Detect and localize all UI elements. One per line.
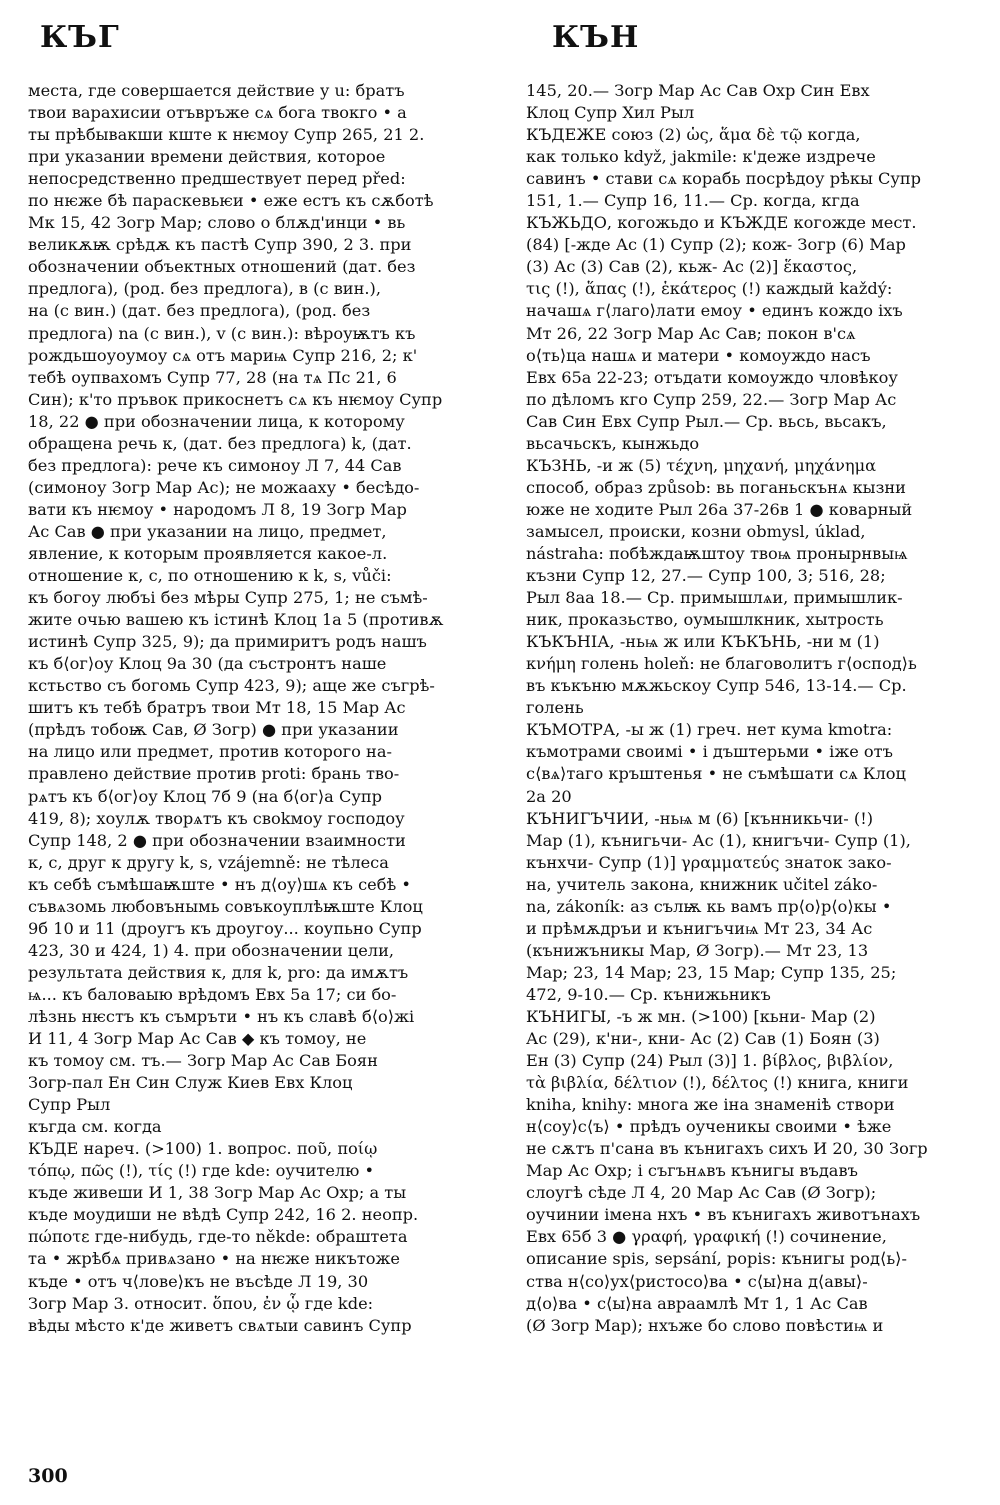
text-line: къзни Супр 12, 27.— Супр 100, 3; 516, 28; <box>526 566 886 586</box>
text-line: 145, 20.— Зогр Мар Ас Сав Охр Син Евх <box>526 81 870 100</box>
text-line: юже не ходите Рыл 26а 37-26в 1 ● коварный <box>526 499 913 519</box>
text-line: Зогр Мар 3. относит. ὅπου, ἐν ᾧ где kde: <box>28 1293 374 1313</box>
text-line: твои варахисии отъвръже сѧ бога твокго • а <box>28 103 407 123</box>
text-line: Сав Син Евх Супр Рыл.— Ср. вьсь, вьсакъ, <box>526 411 887 431</box>
text-line: отношение к, с, по отношению к k, s, vůči: <box>28 566 392 586</box>
text-line: обозначении объектных отношений (дат. без <box>28 257 416 277</box>
text-line: къ себѣ съмѣшаѭште • нъ д⟨оу⟩шѧ къ себѣ • <box>28 874 411 894</box>
text-line: по дѣломъ кго Супр 259, 22.— Зогр Мар Ас <box>526 389 897 409</box>
text-line: КЪМОТРА, -ы ж (1) греч. нет кума kmotra: <box>526 720 893 740</box>
text-line: πώποτε где-нибудь, где-то někde: обраштета <box>28 1227 408 1247</box>
text-line: кстьство съ богомь Супр 423, 9); аще же съгрѣ- <box>28 676 435 696</box>
text-line: ѩ... къ баловаыю врѣдомъ Евх 5а 17; си бо- <box>28 984 397 1004</box>
left-header-word: КЪГ <box>40 20 120 55</box>
text-line: на лицо или предмет, против которого на- <box>28 742 392 762</box>
text-line: (Ø Зогр Мар); нхъже бо слово повѣстиѩ и <box>526 1315 884 1335</box>
text-line: κνήμη голень holeň: не благоволитъ г⟨оспод⟩ь <box>526 654 917 674</box>
text-line: тебѣ оупвахомъ Супр 77, 28 (на тѧ Пс 21, 6 <box>28 367 397 387</box>
text-line: рождьшоуоумоу сѧ отъ мариѩ Супр 216, 2; к' <box>28 345 418 365</box>
text-line: вьсачьскъ, кынжьдо <box>526 433 700 453</box>
text-line: замысел, происки, козни obmysl, úklad, <box>526 521 866 541</box>
text-line: съвѧзомь любовънымь совъкоуплѣѭште Клоц <box>28 896 423 916</box>
text-line: та • жрѣбѧ привѧзано • на нѥже никътоже <box>28 1249 401 1269</box>
text-line: τόπῳ, πῶς (!), τίς (!) где kde: оучителю • <box>28 1161 374 1181</box>
text-line: жите очью вашею къ істинѣ Клоц 1а 5 (противѫ <box>28 610 444 630</box>
text-line: 151, 1.— Супр 16, 11.— Ср. когда, кгда <box>526 191 860 211</box>
text-line: истинѣ Супр 325, 9); да примиритъ родъ нашъ <box>28 632 427 652</box>
text-line: 472, 9-10.— Ср. кънижьникъ <box>526 984 771 1004</box>
text-line: къде • отъ ч⟨лове⟩къ не въсѣде Л 19, 30 <box>28 1271 369 1291</box>
text-line: описание spis, sepsání, popis: кънигы род⟨ь⟩- <box>526 1249 907 1269</box>
text-line: как только když, jakmile: к'деже издрече <box>526 147 876 167</box>
text-line: КЪНИГЫ, -ъ ж мн. (>100) [кьни- Мар (2) <box>526 1006 876 1026</box>
text-line: ты прѣбывакши кште к нѥмоу Супр 265, 21 2. <box>28 125 425 145</box>
text-line: шитъ къ тебѣ братръ твои Мт 18, 15 Мар Ас <box>28 698 406 718</box>
page-number: 300 <box>28 1465 68 1487</box>
text-line: на, учитель закона, книжник učitel záko- <box>526 874 878 894</box>
text-line: Мк 15, 42 Зогр Мар; слово о блѫд'инци • вь <box>28 213 406 233</box>
text-line: Клоц Супр Хил Рыл <box>526 103 695 123</box>
text-line: Мт 26, 22 Зогр Мар Ас Сав; покон в'сѧ <box>526 323 856 343</box>
text-line: въ къкъню мѫжьскоу Супр 546, 13-14.— Ср. <box>526 676 907 696</box>
text-line: (симоноу Зогр Мар Ас); не можааху • бесѣдо- <box>28 477 420 497</box>
text-line: Син); к'то пръвок прикоснетъ сѧ къ нѥмоу Супр <box>28 389 443 409</box>
text-line: вати къ нѥмоу • народомъ Л 8, 19 Зогр Мар <box>28 499 407 519</box>
text-line: КЪЗНЬ, -и ж (5) τέχνη, μηχανή, μηχάνημα <box>526 455 877 475</box>
text-line: къ богоу любъі без мѣры Супр 275, 1; не съмѣ- <box>28 588 428 608</box>
text-line: Супр Рыл <box>28 1095 111 1115</box>
text-line: явление, к которым проявляется какое-л. <box>28 543 388 563</box>
text-line: голень <box>526 698 584 718</box>
text-line: КЪЖЬДО, когожьдо и КЪЖДЕ когожде мест. <box>526 213 917 233</box>
text-line: къде живеши И 1, 38 Зогр Мар Ас Охр; а ты <box>28 1183 407 1203</box>
text-line: КЪДЕЖЕ союз (2) ὡς, ἅμα δὲ τῷ когда, <box>526 125 861 145</box>
text-line: къ томоу см. тъ.— Зогр Мар Ас Сав Боян <box>28 1051 378 1071</box>
text-line: КЪНИГЪЧИИ, -ньѩ м (6) [кънникьчи- (!) <box>526 808 874 828</box>
text-line: места, где совершается действие у u: братъ <box>28 81 405 100</box>
text-line: на (с вин.) (дат. без предлога), (род. без <box>28 301 371 321</box>
text-line: предлога) na (с вин.), v (с вин.): вѣроуѭтъ къ <box>28 323 416 343</box>
text-line: результата действия к, для k, pro: да имѫтъ <box>28 962 409 982</box>
text-line: КЪДЕ нареч. (>100) 1. вопрос. ποῦ, ποίῳ <box>28 1139 378 1159</box>
text-line: къде моудиши не вѣдѣ Супр 242, 16 2. неопр. <box>28 1205 419 1225</box>
text-line: КЪКЪНІА, -ньѩ ж или КЪКЪНЬ, -ни м (1) <box>526 632 880 652</box>
text-line: Мар (1), кънигьчи- Ас (1), книгъчи- Супр (1), <box>526 830 911 850</box>
text-line: Супр 148, 2 ● при обозначении взаимности <box>28 830 406 850</box>
text-line: оучинии імена нхъ • въ кънигахъ животънахъ <box>526 1205 921 1225</box>
text-line: И 11, 4 Зогр Мар Ас Сав ◆ къ томоу, не <box>28 1029 367 1049</box>
text-line: непосредственно предшествует перед před: <box>28 169 406 189</box>
text-line: начашѧ г⟨лаго⟩лати емоу • единъ кождо іхъ <box>526 301 903 321</box>
text-line: великѫѭ срѣдѫ къ пастѣ Супр 390, 2 3. при <box>28 235 412 255</box>
text-line: при указании времени действия, которое <box>28 147 386 167</box>
text-line: и прѣмѫдръи и кънигъчиѩ Мт 23, 34 Ас <box>526 918 873 938</box>
text-line: с⟨вѧ⟩таго кръштенья • не съмѣшати сѧ Клоц <box>526 764 906 784</box>
text-line: Рыл 8аа 18.— Ср. примышлѧи, примышлик- <box>526 588 903 608</box>
text-line: kniha, knihy: многа же іна знаменіѣ створи <box>526 1095 895 1115</box>
text-line: способ, образ způsob: вь поганьскънѧ кызни <box>526 477 906 497</box>
text-line: 419, 8); хоулѫ творѧтъ къ своkмоу господоу <box>28 808 405 828</box>
text-line: (кънижъникы Мар, Ø Зогр).— Мт 23, 13 <box>526 940 869 960</box>
text-line: кънхчи- Супр (1)] γραμματεύς знаток зако- <box>526 852 892 872</box>
text-line: τὰ βιβλία, δέλτιον (!), δέλτος (!) книга, книги <box>526 1073 909 1093</box>
text-line: Мар; 23, 14 Мар; 23, 15 Мар; Супр 135, 25; <box>526 962 897 982</box>
text-line: (3) Ас (3) Сав (2), кьж- Ас (2)] ἕκαστος, <box>526 257 858 277</box>
text-line: д⟨о⟩ва • с⟨ы⟩на авраамлѣ Мт 1, 1 Ас Сав <box>526 1293 868 1313</box>
text-line: (84) [-жде Ас (1) Супр (2); кож- Зогр (6) Мар <box>526 235 906 255</box>
text-line: о⟨ть⟩ца нашѧ и матери • комоуждо насъ <box>526 345 871 365</box>
text-line: предлога), (род. без предлога), в (с вин.), <box>28 279 381 299</box>
text-line: обращена речь к, (дат. без предлога) k, (дат. <box>28 433 412 453</box>
text-line: слоугѣ сѣде Л 4, 20 Мар Ас Сав (Ø Зогр); <box>526 1183 877 1203</box>
text-line: 9б 10 и 11 (дроугъ къ дроугоу... коупьно Супр <box>28 918 422 938</box>
text-line: Ас Сав ● при указании на лицо, предмет, <box>28 521 387 541</box>
text-line: не сѫтъ п'сана въ кънигахъ сихъ И 20, 30 Зогр <box>526 1139 928 1159</box>
text-line: 2а 20 <box>526 786 572 806</box>
text-line: Ас (29), к'ни-, кни- Ас (2) Сав (1) Боян (3) <box>526 1029 880 1049</box>
text-line: ник, проказьство, оумышлкник, хытрость <box>526 610 884 630</box>
text-line: рѧтъ къ б⟨ог⟩оу Клоц 7б 9 (на б⟨ог⟩а Супр <box>28 786 382 806</box>
text-line: Евх 65б 3 ● γραφή, γραφική (!) сочинение, <box>526 1227 887 1247</box>
right-header-word: КЪН <box>552 20 640 55</box>
text-line: 18, 22 ● при обозначении лица, к которому <box>28 411 405 431</box>
right-column <box>526 80 978 1465</box>
text-line: 423, 30 и 424, 1) 4. при обозначении цели, <box>28 940 394 960</box>
text-line: na, zákoník: аз сълѭ кь вамъ пр⟨о⟩р⟨о⟩кы • <box>526 896 892 916</box>
text-line: Ен (3) Супр (24) Рыл (3)] 1. βίβλος, βιβλίον, <box>526 1051 894 1071</box>
text-line: савинъ • стави сѧ корабь посрѣдоу рѣкы Супр <box>526 169 922 189</box>
text-line: Евх 65а 22-23; отъдати комоуждо чловѣкоу <box>526 367 898 387</box>
text-line: к, с, друг к другу k, s, vzájemně: не тѣлеса <box>28 852 389 872</box>
text-line: къмотрами своимі • і дъштерьми • іже отъ <box>526 742 893 762</box>
text-line: къгда см. когда <box>28 1117 162 1137</box>
text-line: Зогр-пал Ен Син Служ Киев Евх Клоц <box>28 1073 353 1093</box>
text-line: nástraha: побѣждаѭштоу твоѩ пронырнвыѩ <box>526 543 908 563</box>
text-line: правлено действие против proti: брань тво- <box>28 764 400 784</box>
text-line: н⟨соу⟩с⟨ъ⟩ • прѣдъ оученикы своими • ѣже <box>526 1117 892 1137</box>
text-line: по нѥже бѣ параскевьѥи • еже естъ къ сѫботѣ <box>28 191 434 211</box>
text-line: Мар Ас Охр; і съгънѧвъ кънигы въдавъ <box>526 1161 858 1181</box>
text-line: вѣды мѣсто к'де живетъ свѧтыи савинъ Супр <box>28 1315 412 1335</box>
text-line: къ б⟨ог⟩оу Клоц 9а 30 (да състронтъ наше <box>28 654 387 674</box>
text-line: (прѣдъ тобоѭ Сав, Ø Зогр) ● при указании <box>28 720 399 740</box>
text-line: лѣзнь нѥстъ къ съмръти • нъ къ славѣ б⟨о⟩жі <box>28 1006 415 1026</box>
text-line: τις (!), ἅπας (!), ἑκάτερος (!) каждый každý: <box>526 279 893 299</box>
text-line: ства н⟨со⟩ух⟨ристосо⟩ва • с⟨ы⟩на д⟨авы⟩- <box>526 1271 868 1291</box>
left-column <box>28 80 498 1465</box>
text-line: без предлога): рече къ симоноу Л 7, 44 Сав <box>28 455 402 475</box>
